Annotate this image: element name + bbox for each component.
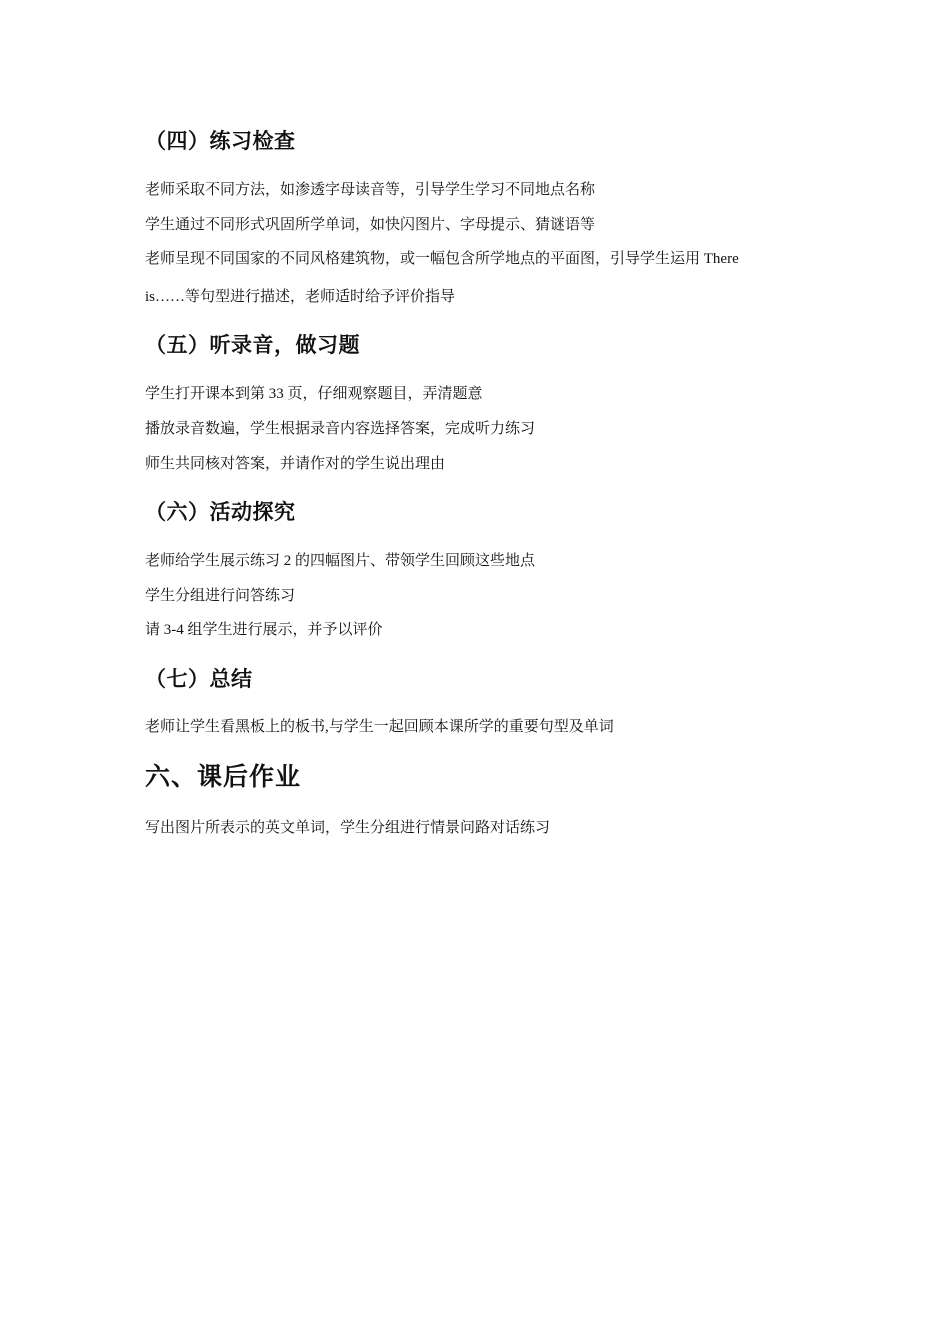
paragraph-line: 老师采取不同方法，如渗透字母读音等，引导学生学习不同地点名称 xyxy=(145,182,596,198)
paragraph-line: 学生分组进行问答练习 xyxy=(145,588,296,604)
paragraph-line: 请 3-4 组学生进行展示，并予以评价 xyxy=(145,622,383,638)
paragraph-line: 学生打开课本到第 33 页，仔细观察题目，弄清题意 xyxy=(145,386,483,402)
paragraph-line: 师生共同核对答案，并请作对的学生说出理由 xyxy=(145,456,446,472)
section-heading-activity: （六）活动探究 xyxy=(145,499,296,524)
homework-heading: 六、课后作业 xyxy=(145,762,302,791)
paragraph-line: 老师呈现不同国家的不同风格建筑物，或一幅包含所学地点的平面图，引导学生运用 There xyxy=(145,251,739,267)
paragraph-line: 老师让学生看黑板上的板书,与学生一起回顾本课所学的重要句型及单词 xyxy=(145,719,614,735)
paragraph-line: is……等句型进行描述，老师适时给予评价指导 xyxy=(145,289,456,305)
paragraph-line: 写出图片所表示的英文单词，学生分组进行情景问路对话练习 xyxy=(145,820,551,836)
paragraph-line: 学生通过不同形式巩固所学单词，如快闪图片、字母提示、猜谜语等 xyxy=(145,217,596,233)
paragraph-line: 播放录音数遍，学生根据录音内容选择答案，完成听力练习 xyxy=(145,421,536,437)
section-heading-summary: （七）总结 xyxy=(145,666,253,691)
section-heading-listening: （五）听录音，做习题 xyxy=(145,332,360,357)
paragraph-line: 老师给学生展示练习 2 的四幅图片、带领学生回顾这些地点 xyxy=(145,553,536,569)
section-heading-practice-check: （四）练习检查 xyxy=(145,128,296,153)
